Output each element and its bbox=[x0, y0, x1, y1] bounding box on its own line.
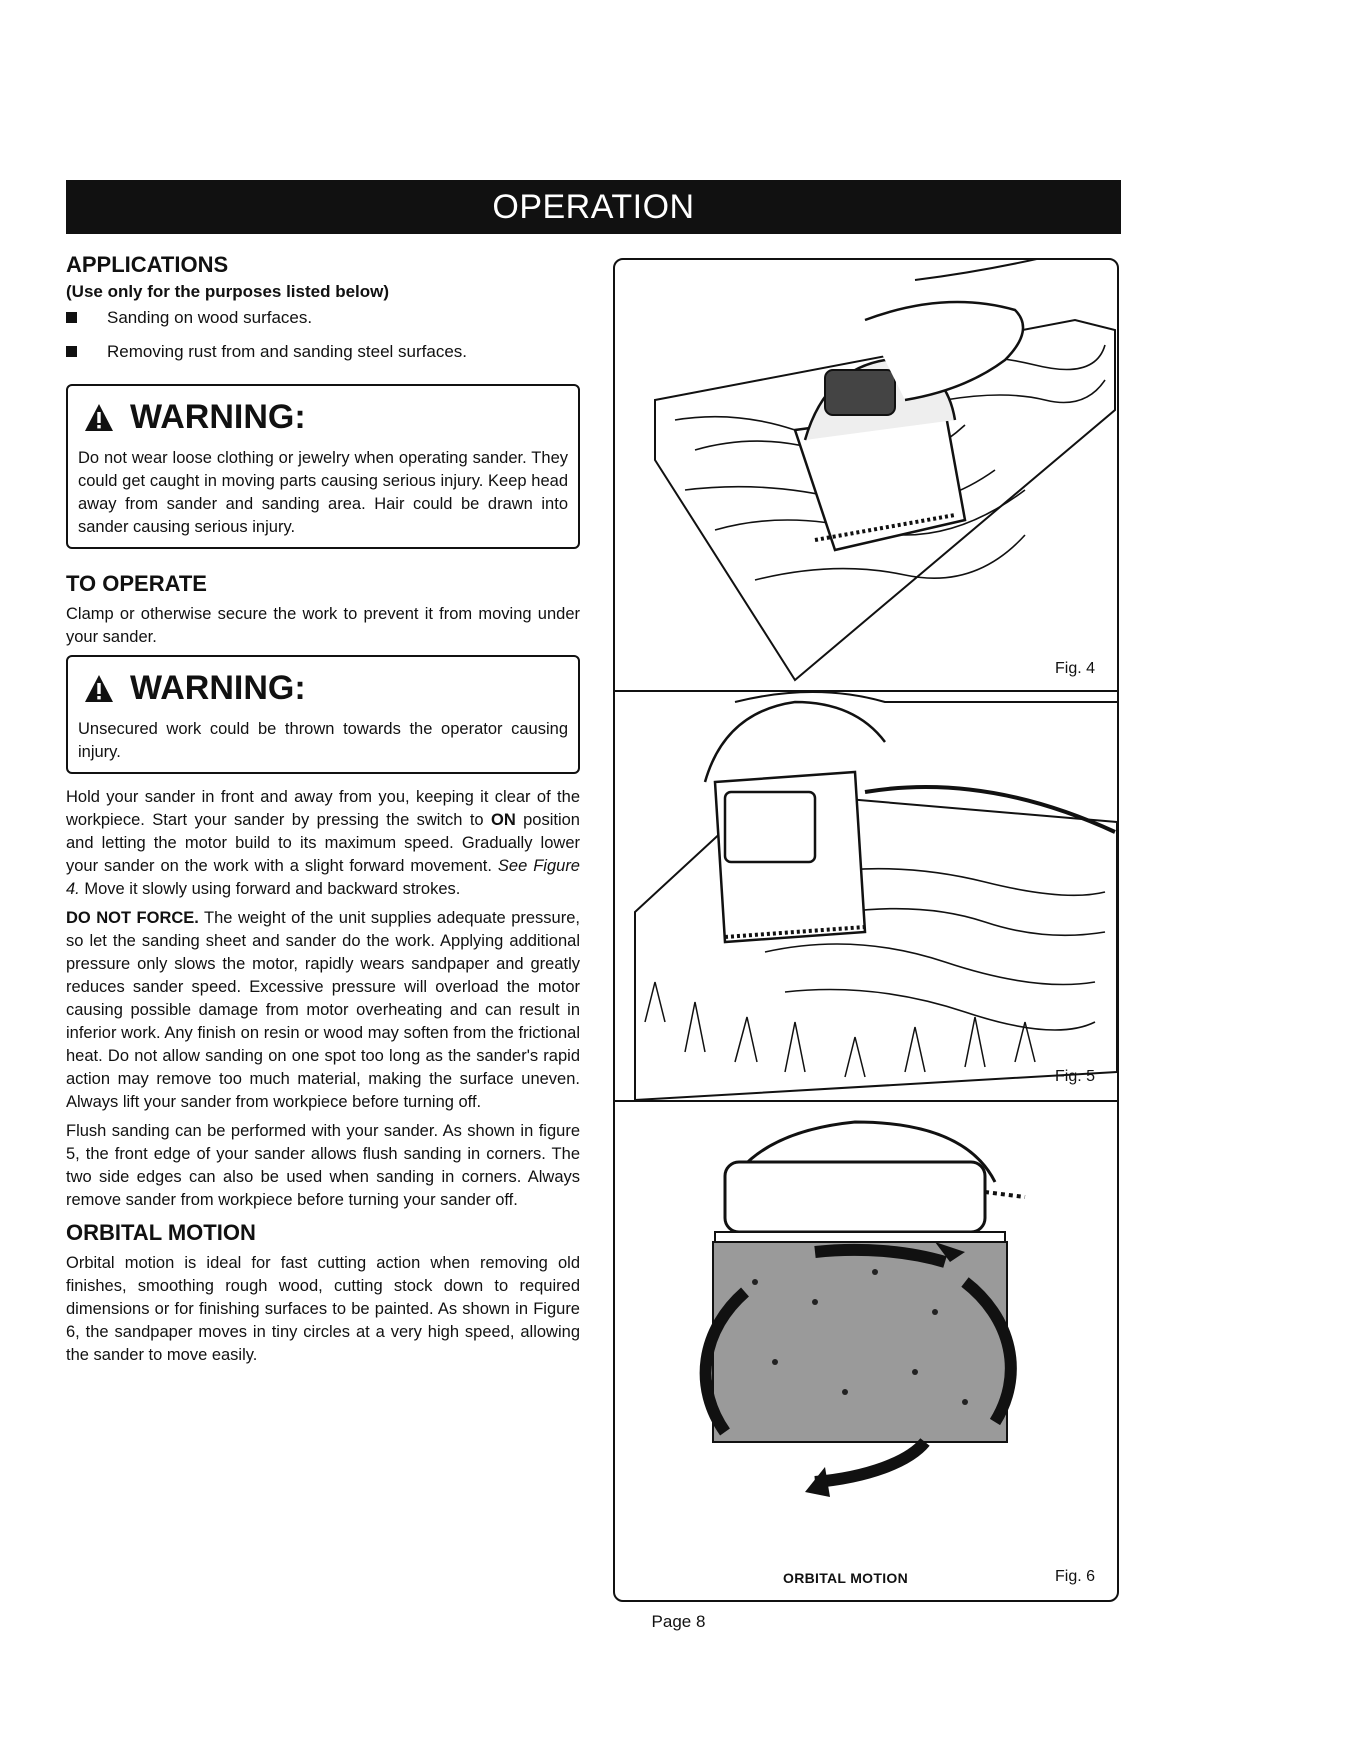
section-banner: OPERATION bbox=[66, 180, 1121, 234]
warning-text: Unsecured work could be thrown towards the operator causing injury. bbox=[78, 720, 568, 761]
figure-5-label: Fig. 5 bbox=[1055, 1068, 1096, 1085]
figure-5-illustration bbox=[615, 692, 1117, 1100]
warning-triangle-icon bbox=[84, 674, 114, 704]
flush-sanding-paragraph: Flush sanding can be performed with your sander. As shown in figure 5, the front edge of your sander allows flush sanding in corners. The two side edges can also be used when sanding in corners. Always remove sander from workpiece before turning your sander off. bbox=[66, 1122, 580, 1209]
figure-6-label: Fig. 6 bbox=[1055, 1568, 1096, 1585]
applications-list bbox=[66, 308, 580, 362]
list-item: Sanding on wood surfaces. bbox=[66, 308, 580, 328]
warning-triangle-icon bbox=[84, 403, 114, 433]
applications-subheading: (Use only for the purposes listed below) bbox=[66, 282, 390, 301]
figure-4-label: Fig. 4 bbox=[1055, 660, 1096, 677]
figure-6-illustration bbox=[615, 1102, 1117, 1552]
orbital-paragraph: Orbital motion is ideal for fast cutting action when removing old finishes, smoothing rough wood, cutting stock down to required dimensions or for finishing surfaces to be painted. As shown in Figure 6, the sandpaper moves in tiny circles at a very high speed, allowing the sander to move easily. bbox=[66, 1254, 580, 1364]
text-column bbox=[66, 252, 580, 1373]
to-operate-heading: TO OPERATE bbox=[66, 571, 207, 596]
page-number: Page 8 bbox=[651, 1612, 706, 1631]
warning-heading: WARNING: bbox=[84, 398, 568, 437]
list-item: Removing rust from and sanding steel surfaces. bbox=[66, 342, 580, 362]
figure-6-caption: ORBITAL MOTION bbox=[783, 1570, 909, 1586]
warning-box-unsecured bbox=[66, 655, 580, 774]
figure-4-illustration bbox=[615, 260, 1117, 690]
bullet-square-icon bbox=[66, 346, 77, 357]
applications-heading: APPLICATIONS bbox=[66, 252, 229, 277]
to-operate-intro: Clamp or otherwise secure the work to prevent it from moving under your sander. bbox=[66, 605, 580, 646]
warning-box-clothing bbox=[66, 384, 580, 549]
operating-paragraph: Hold your sander in front and away from you, keeping it clear of the workpiece. Start your sander by pressing the switch to ON position and letting the motor build to its maximum speed. Gradually lower your sander on the work with a slight forward movement. See Figure 4. Move it slowly using forward and backward strokes. bbox=[66, 788, 580, 898]
do-not-force-paragraph: DO NOT FORCE. The weight of the unit supplies adequate pressure, so let the sanding sheet and sander do the work. Applying additional pressure only slows the motor, rapidly wears sandpaper and greatly reduces sander speed. Excessive pressure will overload the motor causing possible damage from motor overheating and can result in inferior work. Any finish on resin or wood may soften from the frictional heat. Do not allow sanding on one spot too long as the sander's rapid action may remove too much material, making the surface uneven. Always lift your sander from workpiece before turning off. bbox=[66, 909, 580, 1111]
warning-heading: WARNING: bbox=[84, 669, 568, 708]
orbital-heading: ORBITAL MOTION bbox=[66, 1220, 256, 1245]
bullet-square-icon bbox=[66, 312, 77, 323]
figure-panel bbox=[613, 258, 1119, 1602]
warning-text: Do not wear loose clothing or jewelry when operating sander. They could get caught in moving parts causing serious injury. Keep head away from sander and sanding area. Hair could be drawn into sander causing serious injury. bbox=[78, 449, 568, 536]
